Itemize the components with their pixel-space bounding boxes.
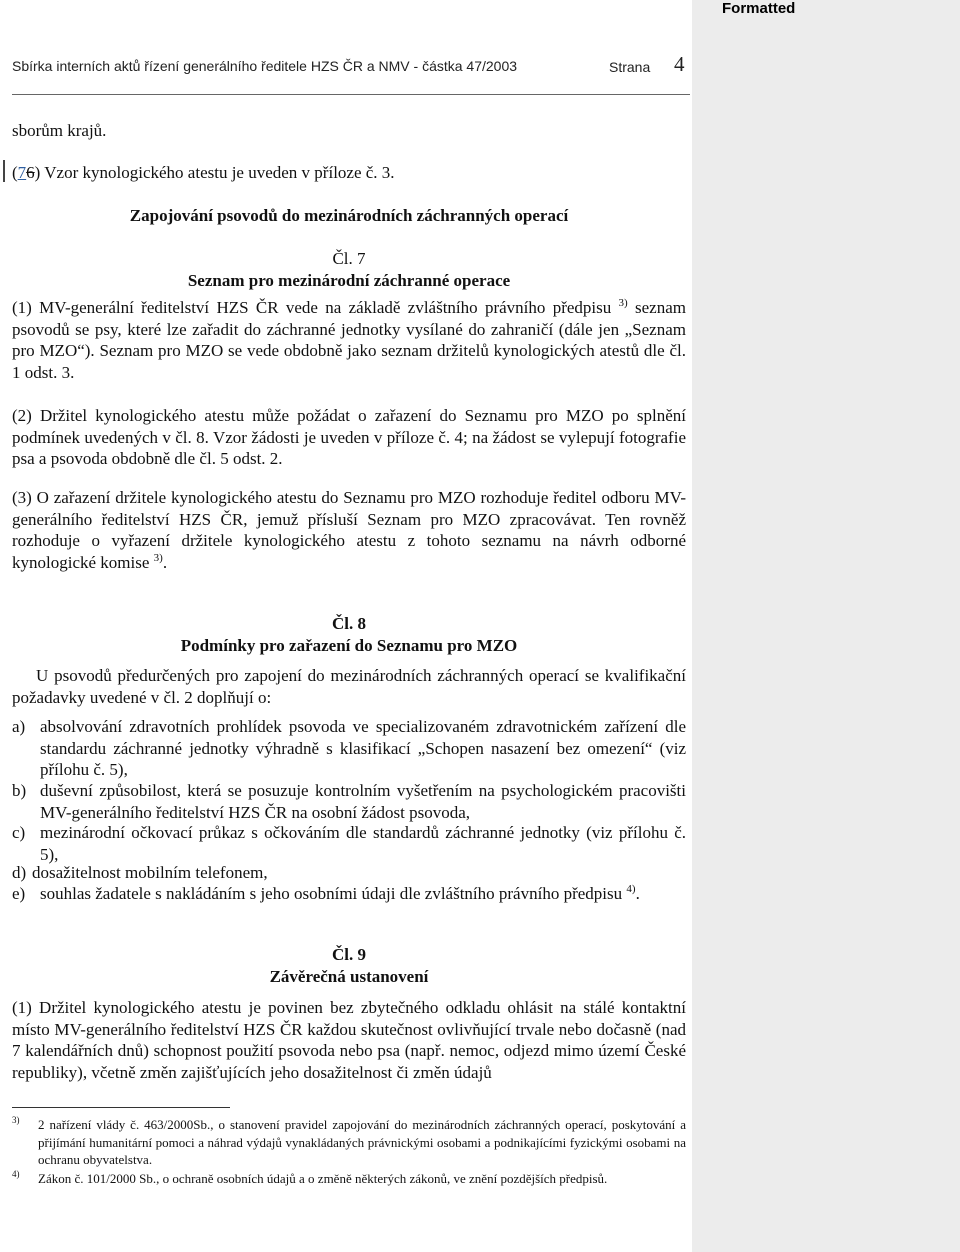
article-7-para-2: (2) Držitel kynologického atestu může požádat o zařazení do Seznamu pro MZO po splnění podmínek uvedených v čl. 8. Vzor žádosti je uveden v příloze č. 4; na žádost se vylepují fotografie psa a psovoda obdobně dle čl. 5 odst. 2. [12, 406, 686, 468]
article-7-para-1: (1) MV-generální ředitelství HZS ČR vede na základě zvláštního právního předpisu $^{3)}$ seznam psovodů se psy, které lze zařadit do záchranné jednotky vysílané do zahraničí (dále jen „Seznam pro MZO“). Seznam pro MZO se vede obdobně jako seznam držitelů kynologických atestů dle čl. 1 odst. 3. [12, 297, 686, 382]
paragraph-7: (76) Vzor kynologického atestu je uveden v příloze č. 3. [12, 163, 395, 182]
formatting-balloon-label: Formatted [722, 0, 796, 17]
page-label: Strana [609, 59, 651, 75]
header-rule [12, 94, 690, 95]
article-8-intro: U psovodů předurčených pro zapojení do mezinárodních záchranných operací se kvalifikační požadavky uvedené v čl. 2 doplňují o: [12, 666, 686, 707]
article-9-para-1: (1) Držitel kynologického atestu je povinen bez zbytečného odkladu ohlásit na stálé kontaktní místo MV-generálního ředitelství HZS ČR každou skutečnost ovlivňující trvale nebo dočasně (nad 7 kalendářních dnů) schopnost použití psovoda nebo psa (např. nemoc, odjezd mimo území České republiky), včetně změn zajišťujících jeho dosažitelnost či změn údajů [12, 998, 686, 1082]
article-9-number: Čl. 9 [332, 945, 366, 964]
article-8-number: Čl. 8 [332, 614, 366, 633]
section-heading: Zapojování psovodů do mezinárodních záchranných operací [129, 206, 569, 225]
comment-pane [692, 0, 960, 1252]
page-header [12, 52, 690, 76]
inserted-text: 7 [17, 163, 27, 182]
body-text: sborům krajů. [12, 121, 107, 140]
article-9-title: Závěrečná ustanovení [269, 967, 429, 986]
footnote-ref[interactable]: 3) [153, 551, 163, 564]
page-number: 4 [674, 52, 685, 76]
article-8-title: Podmínky pro zařazení do Seznamu pro MZO [180, 636, 518, 655]
footnote-separator [12, 1107, 230, 1108]
article-7-number: Čl. 7 [332, 249, 366, 268]
article-7-para-3: (3) O zařazení držitele kynologického atestu do Seznamu pro MZO rozhoduje ředitel odboru MV-generálního ředitelství HZS ČR, jemuž přísluší Seznam pro MZO zpracovávat. Ten rovněž rozhoduje o vyřazení držitele kynologického atestu z tohoto seznamu na návrh odborné kynologické komise $^{3)}$. [12, 488, 686, 572]
article-7-title: Seznam pro mezinárodní záchranné operace [187, 271, 511, 290]
footnote-ref[interactable]: 4) [626, 883, 636, 895]
change-bar [3, 160, 5, 182]
deleted-text: 6 [26, 163, 35, 182]
header-title: Sbírka interních aktů řízení generálního ředitele HZS ČR a NMV - částka 47/2003 [12, 58, 518, 74]
footnote-ref[interactable]: 3) [618, 297, 628, 309]
